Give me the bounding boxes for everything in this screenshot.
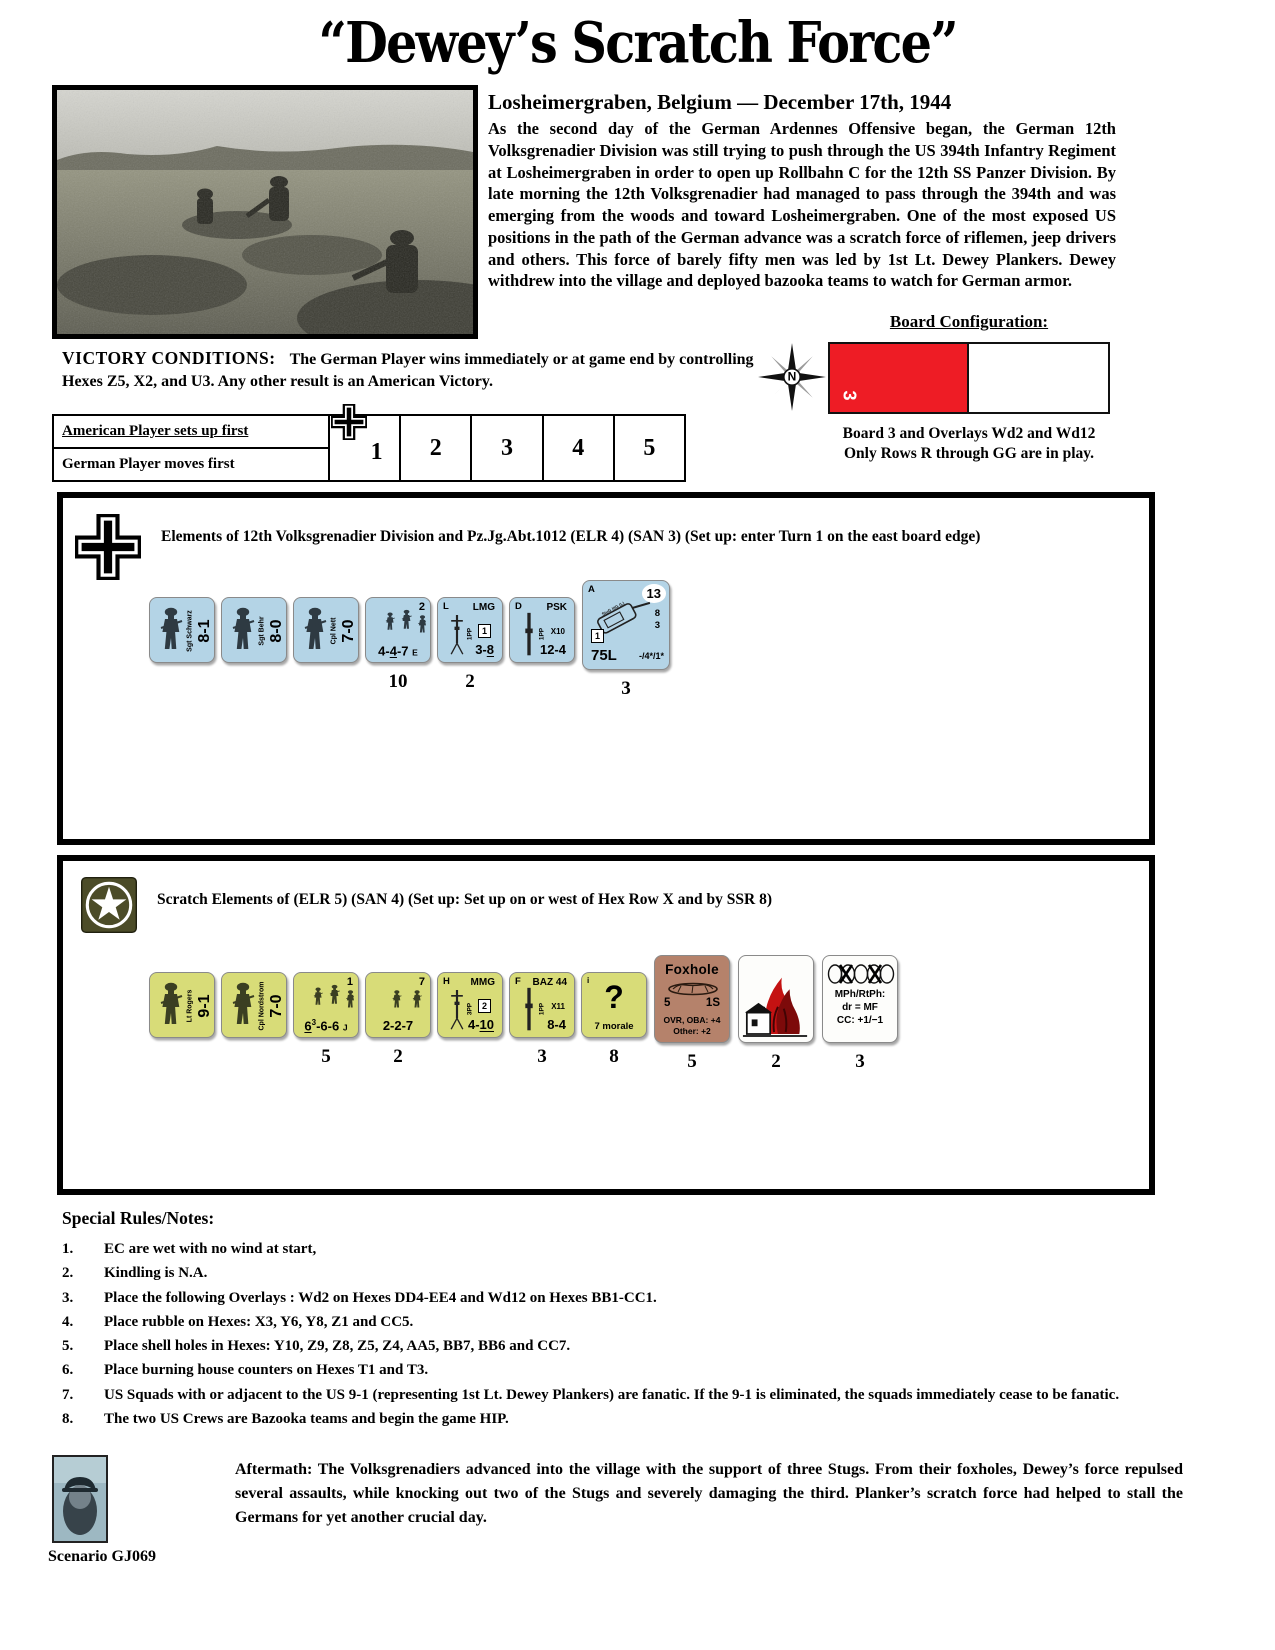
counter-wire [822, 955, 898, 1043]
counter-stack [580, 584, 672, 700]
leader-name: Lt Rogers [186, 989, 194, 1023]
sw-factors: 4-10 [467, 1017, 494, 1032]
counter-german-stug [582, 580, 670, 670]
counter-stack [508, 597, 576, 663]
sw-label: BAZ 44 [532, 977, 567, 988]
board-number: 3 [839, 390, 860, 401]
soldier-icon [227, 607, 259, 653]
counter-qty: 3 [537, 1046, 547, 1067]
portage-points: 1PP [466, 627, 474, 641]
german-ob-header-text: Elements of 12th Volksgrenadier Division and Pz.Jg.Abt.1012 (ELR 4) (SAN 3) (Set up: enter Turn 1 on the east board edge) [161, 528, 981, 545]
leader-value: 8-0 [268, 619, 285, 643]
counter-qty: 3 [855, 1051, 865, 1072]
us-ob-header [75, 877, 1107, 933]
sw-label: LMG [472, 602, 495, 613]
foxhole-tem [664, 997, 720, 1009]
foxhole-line1: OVR, OBA: +4 [663, 1015, 721, 1025]
panzerschreck-icon [519, 611, 539, 659]
commander-portrait [52, 1455, 108, 1543]
squad-icon [372, 607, 426, 643]
page-title: “Dewey’s Scratch Force” [318, 10, 957, 76]
turn-cell-1 [330, 416, 401, 480]
special-rule-item: 4. Place rubble on Hexes: X3, Y6, Y8, Z1 and CC5. [62, 1313, 414, 1330]
sw-class-letter: H [443, 976, 450, 987]
scenario-photo [52, 85, 478, 339]
counter-qty: 5 [321, 1046, 331, 1067]
counter-qty: 3 [621, 678, 631, 699]
counter-burning-house [738, 955, 814, 1043]
turn-number: 4 [572, 434, 585, 461]
board-caption-line2: Only Rows R through GG are in play. [843, 444, 1095, 462]
board-diagram [828, 342, 1110, 414]
leader-name: Sgt Behr [258, 616, 266, 646]
intro-section [488, 90, 1116, 292]
counter-german-lmg [437, 597, 503, 663]
machine-gun-icon [447, 986, 467, 1034]
special-rule-item: 1. EC are wet with no wind at start, [62, 1241, 317, 1257]
soldier-icon [155, 607, 187, 653]
turn-cell-2 [401, 416, 472, 480]
counter-qty: 8 [609, 1046, 619, 1067]
special-rules-heading: Special Rules/Notes: [62, 1208, 215, 1228]
sw-boxed-number: 2 [478, 999, 491, 1013]
question-mark: ? [604, 979, 624, 1015]
counter-stack [364, 972, 432, 1068]
foxhole-title: Foxhole [665, 962, 719, 977]
victory-text: The German Player wins immediately or at game end by controlling Hexes Z5, X2, and U3. Any other result is an American Victory. [62, 351, 754, 390]
german-cross-icon [75, 514, 141, 580]
counter-qty: 10 [388, 671, 408, 692]
vehicle-armor-values: -/4*/1* [638, 651, 664, 661]
vehicle-gun-caliber: 75L [591, 647, 617, 664]
special-rule-item: 7. US Squads with or adjacent to the US 9-1 (representing 1st Lt. Dewey Plankers) are fanatic. If the 9-1 is eliminated, the squads immediately cease to be fanatic. [62, 1386, 1120, 1403]
photo-illustration [57, 90, 473, 334]
portage-points: 1PP [538, 627, 546, 641]
foxhole-tem-right: 1S [705, 997, 720, 1009]
compass-rose-icon [757, 336, 827, 418]
us-ob-box [57, 855, 1155, 1195]
soldier-icon [155, 982, 187, 1028]
leader-name: Cpl Nett [330, 617, 338, 645]
counter-german-leader-schwarz [149, 597, 215, 663]
counter-us-mmg [437, 972, 503, 1038]
counter-german-leader-nett [293, 597, 359, 663]
counter-stack [148, 597, 216, 663]
wire-line1: MPh/RtPh: [834, 989, 886, 1000]
turn-number: 5 [643, 434, 656, 461]
intro-body: As the second day of the German Ardennes Offensive began, the German 12th Volksgrenadier Division was still trying to push through the US 394th Infantry Regiment at Losheimergraben in order to open up Rollbahn C for the 12th SS Panzer Division. By late morning the 12th Volksgrenadier had managed to pass through the 394th and was emerging from the woods and toward Losheimergraben. One of the most exposed US positions in the path of the German advance was a scratch force of riflemen, jeep drivers and others. This force of barely fifty men was led by 1st Lt. Dewey Plankers. Dewey withdrew into the village and deployed bazooka teams to watch for German armor. [488, 119, 1116, 291]
vehicle-model-label: StuG IIIG (L) [600, 600, 626, 617]
turn-number: 1 [370, 438, 383, 465]
counter-german-leader-behr [221, 597, 287, 663]
counter-us-concealment [581, 972, 647, 1038]
sw-label: PSK [546, 602, 567, 613]
counter-qty: 2 [771, 1051, 781, 1072]
turn-cell-3 [472, 416, 543, 480]
squad-class-number: 1 [346, 976, 353, 988]
special-rule-item: 3. Place the following Overlays : Wd2 on Hexes DD4-EE4 and Wd12 on Hexes BB1-CC1. [62, 1289, 657, 1306]
aftermath-text: Aftermath: The Volksgrenadiers advanced into the village with the support of three Stugs. From their foxholes, Dewey’s force repulsed several assaults, while knocking out two of the Stugs and severely damaging the third. Planker’s scratch force had helped to stall the Germans for yet another crucial day. [235, 1461, 1183, 1526]
board-configuration [828, 312, 1110, 464]
counter-stack [148, 972, 216, 1038]
leader-value: 8-1 [196, 619, 213, 643]
counter-qty: 5 [687, 1051, 697, 1072]
vehicle-class-letter: A [588, 584, 595, 595]
scenario-id: Scenario GJ069 [48, 1548, 156, 1565]
depletion-number: X10 [550, 627, 565, 636]
compass-north-label: N [787, 369, 797, 384]
vehicle-number-3: 3 [654, 620, 660, 631]
special-rule-item: 2. Kindling is N.A. [62, 1265, 208, 1282]
counter-german-psk [509, 597, 575, 663]
sw-label: MMG [470, 977, 495, 988]
leader-name: Cpl Nordstrom [258, 981, 266, 1031]
portrait-illustration [54, 1457, 106, 1541]
foxhole-tem-left: 5 [664, 997, 671, 1009]
crew-class-number: 7 [418, 976, 425, 988]
foxhole-line2: Other: +2 [673, 1026, 711, 1036]
counter-qty: 2 [465, 671, 475, 692]
german-cross-icon [331, 404, 367, 440]
special-rule-item: 5. Place shell holes in Hexes: Y10, Z9, Z8, Z5, Z4, AA5, BB7, BB6 and CC7. [62, 1338, 571, 1355]
leader-value: 7-0 [340, 619, 357, 643]
special-rules [62, 1208, 1174, 1431]
squad-class-number: 2 [418, 601, 425, 613]
counter-stack [292, 597, 360, 663]
counter-us-leader-nordstrom [221, 972, 287, 1038]
board-3-red [828, 342, 969, 414]
counter-stack [580, 972, 648, 1068]
turn-cell-5 [615, 416, 684, 480]
intro-heading: Losheimergraben, Belgium — December 17th, 1944 [488, 90, 952, 114]
setup-first-label: American Player sets up first [54, 416, 328, 449]
counter-us-squad-666 [293, 972, 359, 1038]
counter-stack [220, 972, 288, 1038]
squad-factors: $6^3-6-6$ J [304, 1017, 348, 1033]
us-counter-row [148, 962, 900, 1073]
turn-track [52, 414, 686, 482]
counter-stack [220, 597, 288, 663]
special-rule-item: 6. Place burning house counters on Hexes T1 and T3. [62, 1362, 429, 1379]
sw-factors: 12-4 [539, 642, 566, 657]
moves-first-label: German Player moves first [62, 456, 235, 472]
soldier-icon [227, 982, 259, 1028]
us-star-icon [81, 877, 137, 933]
leader-name: Sgt Schwarz [186, 610, 194, 652]
depletion-number: X11 [551, 1002, 565, 1011]
counter-stack [736, 972, 816, 1073]
barbed-wire-icon [827, 961, 895, 987]
board-config-title: Board Configuration: [889, 312, 1049, 331]
counter-stack [292, 972, 360, 1068]
sw-class-letter: F [515, 976, 521, 987]
counter-us-bazooka [509, 972, 575, 1038]
wire-line2: dr = MF [842, 1002, 878, 1013]
board-caption-line1: Board 3 and Overlays Wd2 and Wd12 [842, 425, 1096, 442]
victory-conditions [62, 347, 770, 392]
sw-class-letter: D [515, 601, 522, 612]
bazooka-icon [519, 986, 539, 1034]
concealment-letter: i [587, 976, 590, 985]
portage-points: 1PP [538, 1002, 546, 1016]
german-ob-header [75, 514, 1111, 580]
leader-value: 7-0 [268, 994, 285, 1018]
movement-points: 13 [642, 584, 666, 603]
counter-qty: 2 [393, 1046, 403, 1067]
turn-track-labels [54, 416, 330, 480]
counter-us-leader-rogers [149, 972, 215, 1038]
sw-factors: 3-8 [475, 642, 494, 657]
german-ob-box [57, 492, 1155, 845]
counter-foxhole [654, 955, 730, 1043]
counter-stack [364, 597, 432, 693]
counter-german-squad-447 [365, 597, 431, 663]
portage-points: 3PP [466, 1002, 474, 1016]
counter-stack [652, 962, 732, 1073]
crew-factors: 2-2-7 [382, 1018, 414, 1033]
vehicle-boxed-number: 1 [591, 629, 604, 643]
balkenkreuz-icon [75, 514, 141, 580]
us-ob-header-text: Scratch Elements of (ELR 5) (SAN 4) (Set up: Set up on or west of Hex Row X and by SSR 8) [157, 891, 772, 908]
sw-class-letter: L [443, 601, 449, 612]
board-caption [828, 424, 1110, 464]
foxhole-icon [663, 980, 723, 996]
squad-icon [300, 982, 354, 1018]
crew-icon [372, 982, 426, 1018]
turn-number: 2 [429, 434, 442, 461]
invasion-star-icon [81, 877, 137, 933]
german-counter-row [148, 584, 672, 700]
counter-stack [820, 972, 900, 1073]
soldier-icon [299, 607, 331, 653]
special-rule-item: 8. The two US Crews are Bazooka teams and begin the game HIP. [62, 1411, 509, 1428]
counter-stack [436, 972, 504, 1038]
leader-value: 9-1 [196, 994, 213, 1018]
wire-line3: CC: +1/−1 [836, 1015, 884, 1026]
concealment-morale: 7 morale [594, 1021, 634, 1032]
machine-gun-icon [447, 611, 467, 659]
sw-boxed-number: 1 [478, 624, 491, 638]
counter-stack [436, 597, 504, 693]
board-blank-half [969, 342, 1110, 414]
counter-us-crew-227 [365, 972, 431, 1038]
counter-stack [508, 972, 576, 1068]
sw-factors: 8-4 [547, 1017, 566, 1032]
turn-number: 3 [501, 434, 513, 461]
squad-factors: 4-4-7 E [378, 643, 418, 658]
turn-cell-4 [544, 416, 615, 480]
victory-label: VICTORY CONDITIONS: [62, 348, 276, 368]
burning-house-icon [741, 958, 811, 1040]
vehicle-number-8: 8 [654, 608, 660, 619]
